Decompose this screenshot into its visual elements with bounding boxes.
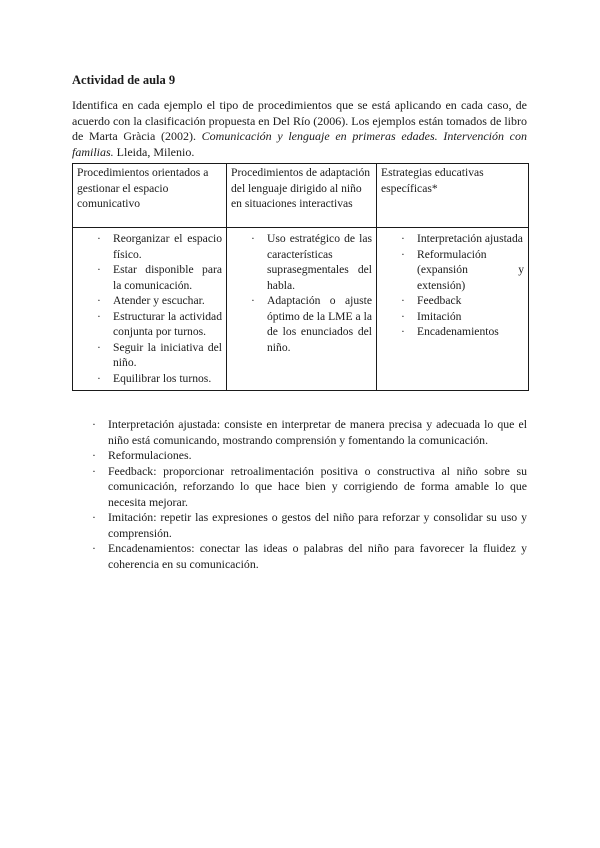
list-item: · Encadenamientos [401, 325, 499, 338]
bullet-icon: · [251, 232, 255, 245]
bullet-icon: · [401, 294, 405, 307]
list-adaptacion [231, 231, 372, 355]
intro-paragraph [72, 98, 527, 160]
bullet-icon: · [401, 325, 405, 338]
intro-text: Identifica en cada ejemplo el tipo de procedimientos que se está aplicando en cada caso, de acuerdo con la clasificación propuesta en Del Río (2006). Los ejemplos están tomados de libro de Marta Gràcia (2002). [72, 98, 527, 143]
bullet-icon: · [97, 309, 101, 323]
definition-item: · Imitación: repetir las expresiones o gestos del niño para reforzar y consolidar su uso y comprensión. [92, 510, 527, 540]
bullet-icon: · [92, 448, 96, 462]
intro-book-title: Comunicación y lenguaje en primeras edades. Intervención con familias. [72, 129, 527, 159]
list-item: · Atender y escuchar. [97, 294, 205, 307]
bullet-icon: · [97, 294, 101, 307]
bullet-icon: · [92, 510, 96, 524]
list-item: · Seguir la iniciativa del niño. [97, 340, 222, 369]
definitions-list [72, 417, 527, 572]
definition-item: · Encadenamientos: conectar las ideas o palabras del niño para favorecer la fluidez y coherencia en su comunicación. [92, 541, 527, 571]
list-item: · Reorganizar el espacio físico. [97, 232, 222, 261]
list-espacio [77, 231, 222, 386]
bullet-icon: · [97, 232, 101, 245]
list-item: · Estar disponible para la comunicación. [97, 263, 222, 292]
list-estrategias [381, 231, 524, 340]
bullet-icon: · [92, 541, 96, 555]
definition-item: · Reformulaciones. [92, 448, 192, 462]
definition-item: · Feedback: proporcionar retroalimentación positiva o constructiva al niño sobre su comunicación, reforzando lo que hace bien y corrigiendo de forma amable lo que necesita mejorar. [92, 463, 527, 509]
bullet-icon: · [401, 309, 405, 323]
bullet-icon: · [92, 463, 96, 478]
table-body-row [73, 228, 529, 391]
intro-publisher: Lleida, Milenio. [113, 144, 195, 159]
bullet-icon: · [97, 263, 101, 276]
list-item: · Adaptación o ajuste óptimo de la LME a la de los enunciados del niño. [251, 294, 372, 354]
list-item: · Reformulación (expansión y extensión) [401, 247, 524, 292]
bullet-icon: · [401, 247, 405, 261]
table-header-row [73, 164, 529, 228]
list-item: · Feedback [401, 294, 462, 307]
bullet-icon: · [251, 294, 255, 307]
body-cell-estrategias [377, 228, 529, 391]
bullet-icon: · [401, 232, 405, 245]
body-cell-adaptacion [227, 228, 377, 391]
header-cell-estrategias: Estrategias educativas específicas* [377, 164, 529, 228]
header-cell-espacio: Procedimientos orientados a gestionar el espacio comunicativo [73, 164, 227, 228]
list-item: · Uso estratégico de las características suprasegmentales del habla. [251, 232, 372, 292]
bullet-icon: · [92, 417, 96, 431]
header-cell-adaptacion: Procedimientos de adaptación del lenguaje dirigido al niño en situaciones interactivas [227, 164, 377, 228]
body-cell-espacio [73, 228, 227, 391]
list-item: · Equilibrar los turnos. [97, 371, 212, 385]
document-page [72, 72, 527, 572]
definition-item: · Interpretación ajustada: consiste en interpretar de manera precisa y adecuada lo que el niño está comunicando, mostrando comprensión y fomentando la comunicación. [92, 417, 527, 447]
activity-title: Actividad de aula 9 [72, 73, 176, 87]
bullet-icon: · [97, 340, 101, 354]
bullet-icon: · [97, 371, 101, 385]
procedures-table [72, 163, 529, 391]
list-item: · Imitación [401, 309, 462, 323]
list-item: · Interpretación ajustada [401, 232, 523, 245]
list-item: · Estructurar la actividad conjunta por turnos. [97, 309, 222, 338]
